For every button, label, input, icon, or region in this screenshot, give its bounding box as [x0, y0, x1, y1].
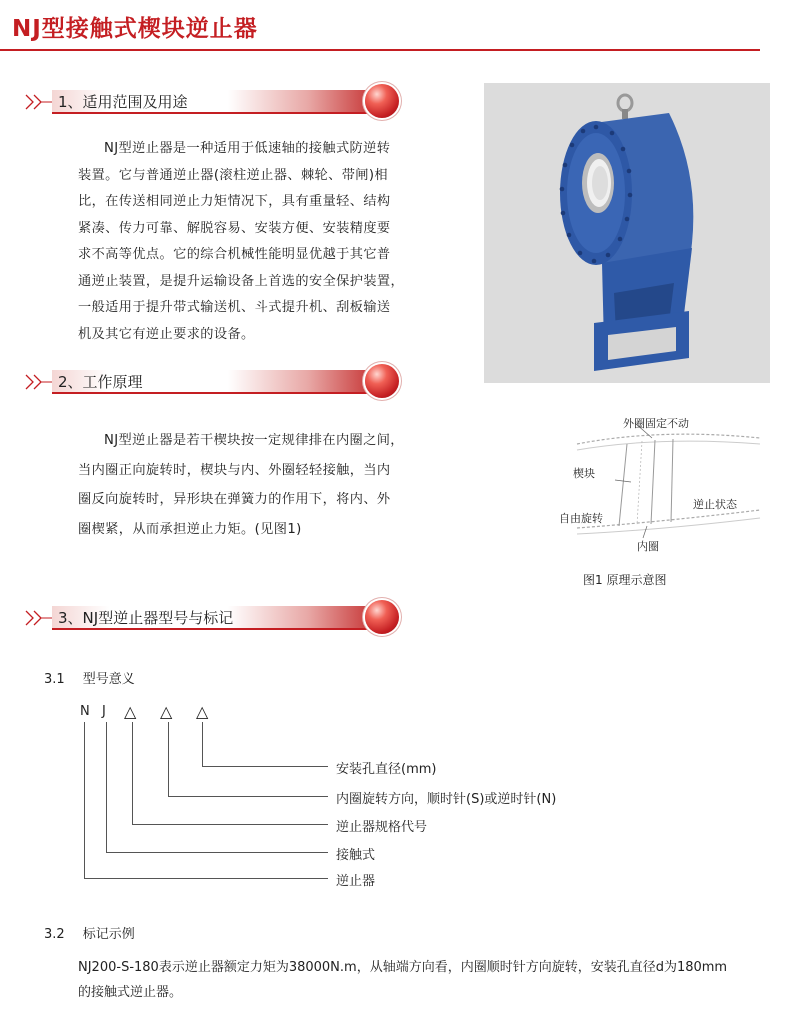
bracket-line — [132, 722, 133, 825]
page-title: NJ型接触式楔块逆止器 — [12, 16, 258, 42]
code-label-backstop: 逆止器 — [336, 874, 376, 889]
inner-ring-label: 内圈 — [637, 540, 659, 553]
section-title: 1、适用范围及用途 — [58, 93, 188, 111]
text-line: NJ型逆止器是一种适用于低速轴的接触式防逆转 — [104, 141, 391, 156]
text-line: 一般适用于提升带式输送机、斗式提升机、刮板输送 — [78, 300, 391, 315]
text-line: 当内圈正向旋转时，楔块与内、外圈轻轻接触，当内 — [78, 462, 391, 478]
outer-ring-label: 外圈固定不动 — [623, 417, 689, 430]
bracket-line — [202, 766, 328, 767]
section-title: 2、工作原理 — [58, 373, 143, 391]
double-chevron-icon — [18, 370, 52, 394]
section-header-3 — [18, 600, 403, 636]
text-line: 比，在传送相同逆止力矩情况下，具有重量轻、结构 — [78, 194, 391, 209]
subsection-3-2-heading — [44, 923, 153, 942]
double-chevron-icon — [18, 606, 52, 630]
section2-paragraph — [78, 426, 404, 544]
triangle-icon: △ — [160, 702, 173, 721]
title-divider — [0, 49, 760, 51]
section-title: 3、NJ型逆止器型号与标记 — [58, 609, 234, 627]
text-line: NJ型逆止器是若干楔块按一定规律排在内圈之间， — [104, 433, 404, 448]
bracket-line — [168, 722, 169, 797]
section1-paragraph — [78, 136, 404, 348]
backstop-image — [484, 83, 770, 383]
principle-diagram — [555, 410, 765, 560]
bracket-line — [106, 722, 107, 853]
bracket-line — [202, 722, 203, 767]
triangle-icon: △ — [124, 702, 137, 721]
text-line: 装置。它与普通逆止器(滚柱逆止器、棘轮、带闸)相 — [78, 167, 389, 183]
product-photo — [484, 83, 770, 383]
bracket-line — [84, 722, 85, 879]
double-chevron-icon — [18, 90, 52, 114]
code-label-direction: 内圈旋转方向，顺时针(S)或逆时针(N) — [336, 792, 557, 807]
text-line: 通逆止装置，是提升运输设备上首选的安全保护装置， — [78, 273, 405, 289]
red-ball-icon — [365, 364, 399, 398]
reverse-state-label: 逆止状态 — [693, 498, 737, 511]
code-label-size: 逆止器规格代号 — [336, 820, 428, 835]
subsection-number: 3.1 — [44, 672, 65, 687]
code-letter-j: J — [102, 704, 106, 719]
red-ball-icon — [365, 84, 399, 118]
section-header-1 — [18, 84, 403, 120]
code-letter-n: N — [80, 704, 90, 719]
text-line: NJ200-S-180表示逆止器额定力矩为38000N.m，从轴端方向看，内圈顺时针方向旋转，安装孔直径d为180mm — [78, 960, 728, 975]
marking-example — [78, 955, 727, 1005]
text-line: 紧凑、传力可靠、解脱容易、安装方便、安装精度要 — [78, 220, 391, 236]
figure-caption: 图1 原理示意图 — [583, 573, 667, 587]
bracket-line — [84, 878, 328, 879]
text-line: 圈反向旋转时，异形块在弹簧力的作用下，将内、外 — [78, 492, 391, 507]
free-rotation-label: 自由旋转 — [559, 512, 603, 525]
subsection-3-1-heading — [44, 668, 153, 687]
code-label-contact: 接触式 — [336, 848, 376, 863]
bracket-line — [132, 824, 328, 825]
bracket-line — [168, 796, 328, 797]
red-ball-icon — [365, 600, 399, 634]
triangle-icon: △ — [196, 702, 209, 721]
text-line: 机及其它有逆止要求的设备。 — [78, 326, 255, 342]
subsection-title: 标记示例 — [82, 927, 135, 942]
subsection-number: 3.2 — [44, 927, 65, 942]
wedge-label: 楔块 — [573, 467, 595, 480]
text-line: 的接触式逆止器。 — [78, 985, 183, 1000]
bracket-line — [106, 852, 328, 853]
code-label-bore: 安装孔直径(mm) — [336, 762, 437, 777]
wedge-diagram-drawing — [555, 410, 765, 560]
section-header-2 — [18, 364, 403, 400]
text-line: 求不高等优点。它的综合机械性能明显优越于其它普 — [78, 247, 391, 262]
subsection-title: 型号意义 — [82, 672, 135, 687]
text-line: 圈楔紧，从而承担逆止力矩。(见图1) — [78, 521, 302, 537]
